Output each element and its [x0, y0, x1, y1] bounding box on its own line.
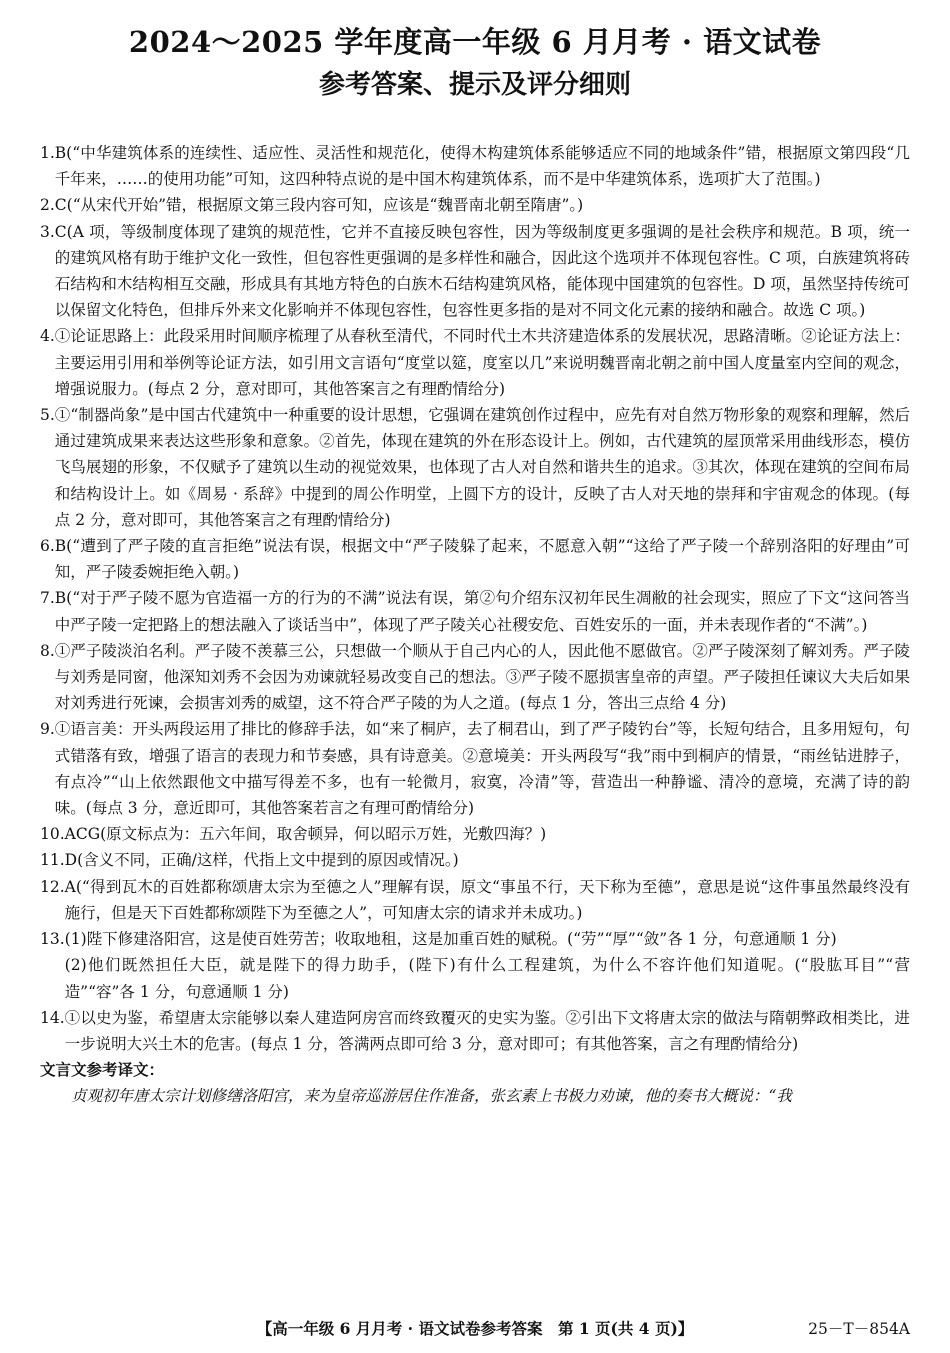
page-footer	[40, 1317, 910, 1341]
answer-number: 2.	[40, 196, 55, 215]
answer-text: ①严子陵淡泊名利。严子陵不羡慕三公，只想做一个顺从于自己内心的人，因此他不愿做官。②严子陵深刻了解刘秀。严子陵与刘秀是同窗，他深知刘秀不会因为劝谏就轻易改变自己的想法。③严子陵不愿损害皇帝的声望。严子陵担任谏议大夫后如果对刘秀进行死谏，会损害刘秀的威望，这不符合严子陵的为人之道。(每点 1 分，答出三点给 4 分)	[54, 641, 910, 713]
page-subtitle: 参考答案、提示及评分细则	[318, 70, 631, 100]
answer-number: 5.	[40, 406, 55, 425]
answer-text: D(含义不同，正确/这样，代指上文中提到的原因或情况。)	[64, 851, 459, 870]
answer-item-6	[40, 533, 910, 585]
answer-text: ACG(原文标点为：五六年间，取舍顿异，何以昭示万姓，光敷四海？)	[64, 825, 547, 844]
answer-number: 4.	[40, 327, 55, 346]
answer-item-12	[40, 874, 910, 926]
answer-item-7	[40, 585, 910, 637]
answer-number: 11.	[40, 851, 65, 870]
answer-item-1	[40, 140, 910, 192]
answer-number: 8.	[40, 641, 55, 660]
answer-number: 3.	[40, 222, 55, 241]
footer-page-info: 【高一年级 6 月月考 · 语文试卷参考答案 第 1 页(共 4 页)】	[256, 1319, 694, 1338]
answer-number: 12.	[40, 877, 65, 896]
answer-item-4	[40, 323, 910, 402]
answer-number: 9.	[40, 720, 55, 739]
answer-text: C(“从宋代开始”错，根据原文第三段内容可知，应该是“魏晋南北朝至隋唐”。)	[54, 196, 584, 215]
answer-text: ①以史为鉴，希望唐太宗能够以秦人建造阿房宫而终致覆灭的史实为鉴。②引出下文将唐太宗的做法与隋朝弊政相类比，进一步说明大兴土木的危害。(每点 1 分，答满两点即可给 3 分，意对即可；有其他答案，言之有理酌情给分)	[64, 1008, 910, 1053]
answer-item-5	[40, 402, 910, 533]
answer-item-11	[40, 847, 910, 873]
answer-number: 1.	[40, 144, 55, 162]
answer-number: 7.	[40, 589, 55, 608]
answer-text: B(“中华建筑体系的连续性、适应性、灵活性和规范化，使得木构建筑体系能够适应不同的地域条件”错，根据原文第四段“几千年来，……的使用功能”可知，这四种特点说的是中国木构建筑体系，而不是中华建筑体系，选项扩大了范围。)	[54, 144, 910, 189]
answer-text: ①“制器尚象”是中国古代建筑中一种重要的设计思想，它强调在建筑创作过程中，应先有对自然万物形象的观察和理解，然后通过建筑成果来表达这些形象和意象。②首先，体现在建筑的外在形态设计上。例如，古代建筑的屋顶常采用曲线形态，模仿飞鸟展翅的形象，不仅赋予了建筑以生动的视觉效果，也体现了古人对自然和谐共生的追求。③其次，体现在建筑的空间布局和结构设计上。如《周易 · 系辞》中提到的周公作明堂，上圆下方的设计，反映了古人对天地的崇拜和宇宙观念的体现。(每点 2 分，意对即可，其他答案言之有理酌情给分)	[54, 406, 910, 529]
answer-item-3	[40, 219, 910, 324]
footer-code: 25－T－854A	[808, 1320, 910, 1338]
answer-list	[40, 140, 910, 1109]
answer-number: 6.	[40, 537, 55, 556]
answer-text	[65, 926, 910, 1005]
answer-item-13	[40, 926, 910, 1005]
translation-heading: 文言文参考译文：	[40, 1061, 165, 1080]
answer-number: 13.	[40, 930, 65, 949]
answer-item-2	[40, 192, 910, 218]
answer-text: C(A 项，等级制度体现了建筑的规范性，它并不直接反映包容性，因为等级制度更多强调的是社会秩序和规范。B 项，统一的建筑风格有助于维护文化一致性，但包容性更强调的是多样性和融合，因此这个选项并不体现包容性。C 项，白族建筑将砖石结构和木结构相互交融，形成具有其地方特色的白族木石结构建筑风格，能体现中国建筑的包容性。D 项，虽然坚持传统可以保留文化特色，但排斥外来文化影响并不体现包容性，包容性更多指的是对不同文化元素的接纳和融合。故选 C 项。)	[54, 222, 910, 320]
page-title: 2024～2025 学年度高一年级 6 月月考 · 语文试卷	[128, 25, 822, 59]
answer-text: A(“得到瓦木的百姓都称颂唐太宗为至德之人”理解有误，原文“事虽不行，天下称为至德”，意思是说“这件事虽然最终没有施行，但是天下百姓都称颂陛下为至德之人”，可知唐太宗的请求并未成功。)	[64, 877, 910, 922]
answer-text: ①论证思路上：此段采用时间顺序梳理了从春秋至清代，不同时代土木共济建造体系的发展状况，思路清晰。②论证方法上：主要运用引用和举例等论证方法，如引用文言语句“度堂以筵，度室以几”来说明魏晋南北朝之前中国人度量室内空间的观念，增强说服力。(每点 2 分，意对即可，其他答案言之有理酌情给分)	[54, 327, 910, 398]
answer-number: 10.	[40, 825, 65, 844]
answer-item-14	[40, 1005, 910, 1057]
answer-sub-2: (2)他们既然担任大臣，就是陛下的得力助手，(陛下)有什么工程建筑，为什么不容许他们知道呢。(“股肱耳目”“营造”“容”各 1 分，句意通顺 1 分)	[64, 956, 910, 1001]
answer-sub-1: (1)陛下修建洛阳宫，这是使百姓劳苦；收取地租，这是加重百姓的赋税。(“劳”“厚”“敛”各 1 分，句意通顺 1 分)	[64, 930, 837, 949]
answer-text: B(“对于严子陵不愿为官造福一方的行为的不满”说法有误，第②句介绍东汉初年民生凋敝的社会现实，照应了下文“这问答当中严子陵一定把路上的想法融入了谈话当中”，体现了严子陵关心社稷安危、百姓安乐的一面，并未表现作者的“不满”。)	[54, 589, 910, 634]
answer-item-9	[40, 716, 910, 821]
answer-item-10	[40, 821, 910, 847]
translation-text: 贞观初年唐太宗计划修缮洛阳宫，来为皇帝巡游居住作准备，张玄素上书极力劝谏，他的奏书大概说：“我	[71, 1087, 792, 1106]
answer-item-8	[40, 638, 910, 717]
answer-text: ①语言美：开头两段运用了排比的修辞手法，如“来了桐庐，去了桐君山，到了严子陵钓台”等，长短句结合，且多用短句，句式错落有致，增强了语言的表现力和节奏感，具有诗意美。②意境美：开头两段写“我”雨中到桐庐的情景，“雨丝钻进脖子，有点冷”“山上依然跟他文中描写得差不多，也有一轮微月，寂寞，冷清”等，营造出一种静谧、清冷的意境，充满了诗的韵味。(每点 3 分，意近即可，其他答案若言之有理可酌情给分)	[54, 720, 910, 818]
answer-number: 14.	[40, 1008, 65, 1027]
answer-text: B(“遭到了严子陵的直言拒绝”说法有误，根据文中“严子陵躲了起来，不愿意入朝”“这给了严子陵一个辞别洛阳的好理由”可知，严子陵委婉拒绝入朝。)	[54, 537, 910, 582]
